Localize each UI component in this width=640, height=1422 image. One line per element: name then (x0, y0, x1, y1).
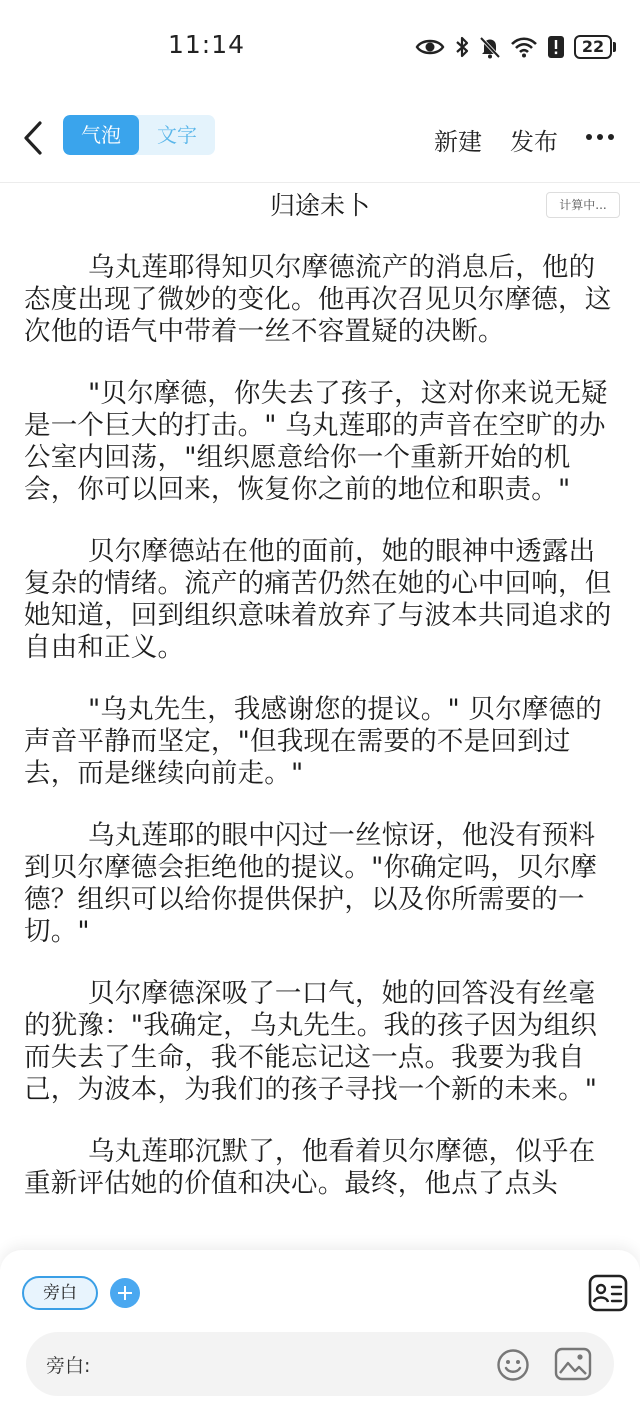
paragraph[interactable]: 乌丸莲耶的眼中闪过一丝惊讶，他没有预料到贝尔摩德会拒绝他的提议。"你确定吗，贝尔摩德？组织可以给你提供保护，以及你所需要的一切。" (24, 820, 598, 947)
emoji-icon[interactable] (496, 1348, 530, 1382)
top-toolbar (0, 96, 640, 183)
new-button[interactable]: 新建 (434, 128, 482, 156)
document-title: 归途未卜 (269, 191, 370, 220)
alert-icon (547, 35, 565, 59)
paragraph[interactable]: 贝尔摩德深吸了一口气，她的回答没有丝毫的犹豫："我确定，乌丸先生。我的孩子因为组织而失去了生命，我不能忘记这一点。我要为我自己，为波本，为我们的孩子寻找一个新的未来。" (24, 978, 598, 1105)
tab-text[interactable]: 文字 (157, 123, 197, 147)
paragraph[interactable]: 乌丸莲耶沉默了，他看着贝尔摩德，似乎在重新评估她的价值和决心。最终，他点了点头 (24, 1136, 596, 1199)
bluetooth-icon (454, 35, 470, 59)
mode-segmented-control (63, 115, 215, 155)
back-arrow-icon[interactable] (18, 120, 48, 156)
input-role-prefix: 旁白: (46, 1355, 91, 1377)
composer-panel (0, 1250, 640, 1422)
word-count-status-badge: 计算中... (546, 192, 620, 218)
eye-icon (415, 36, 445, 58)
status-icons (415, 30, 616, 64)
status-bar (0, 0, 640, 96)
battery-level: 22 (574, 35, 612, 59)
mute-icon (479, 35, 501, 59)
role-chip-narration[interactable]: 旁白 (22, 1276, 98, 1310)
message-input-bar (26, 1332, 614, 1396)
paragraph[interactable]: 乌丸莲耶得知贝尔摩德流产的消息后，他的态度出现了微妙的变化。他再次召见贝尔摩德，这次他的语气中带着一丝不容置疑的决断。 (24, 252, 612, 347)
paragraph[interactable]: 贝尔摩德站在他的面前，她的眼神中透露出复杂的情绪。流产的痛苦仍然在她的心中回响，但她知道，回到组织意味着放弃了与波本共同追求的自由和正义。 (24, 536, 612, 663)
wifi-icon (510, 36, 538, 58)
more-options-icon[interactable] (586, 134, 614, 142)
publish-button[interactable]: 发布 (510, 128, 558, 156)
story-content (24, 252, 616, 1257)
image-icon[interactable] (554, 1346, 592, 1382)
paragraph[interactable]: "乌丸先生，我感谢您的提议。" 贝尔摩德的声音平静而坚定，"但我现在需要的不是回到过去，而是继续向前走。" (24, 694, 603, 789)
role-list-icon[interactable] (588, 1274, 628, 1312)
paragraph[interactable]: "贝尔摩德，你失去了孩子，这对你来说无疑是一个巨大的打击。" 乌丸莲耶的声音在空旷的办公室内回荡，"组织愿意给你一个重新开始的机会，你可以回来，恢复你之前的地位和职责。" (24, 378, 608, 505)
battery-icon (574, 35, 616, 59)
message-input[interactable] (106, 1344, 490, 1386)
add-role-icon[interactable] (110, 1278, 140, 1308)
tab-bubble[interactable]: 气泡 (63, 115, 139, 155)
status-time: 11:14 (168, 30, 246, 59)
